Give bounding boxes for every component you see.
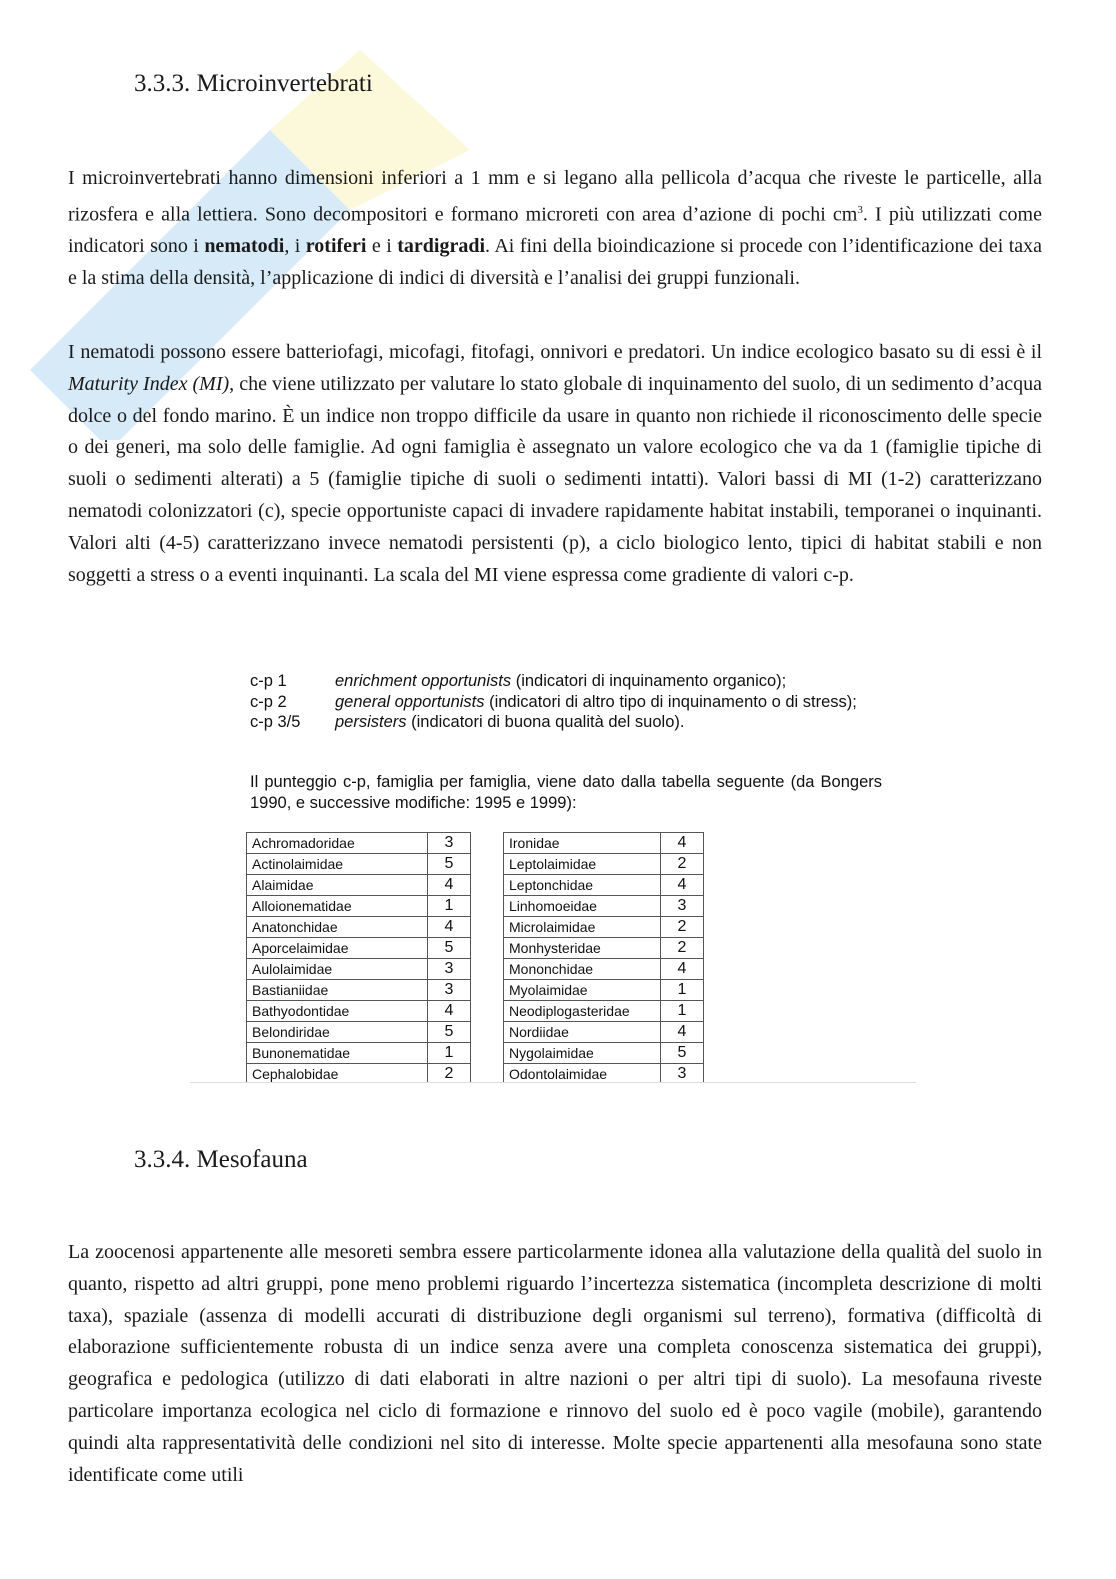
cp-value: 4 [661, 959, 704, 980]
table-row [247, 833, 471, 854]
cp-scale-figure [190, 665, 916, 1083]
cp-value: 5 [428, 938, 471, 959]
cp-table-left [246, 832, 471, 1083]
cp-value: 3 [428, 959, 471, 980]
family-name: Bathyodontidae [247, 1001, 428, 1022]
text-run: rotiferi [305, 235, 367, 258]
cp-key: c-p 2 [250, 692, 287, 711]
cp-term: enrichment opportunists [335, 672, 512, 690]
table-row [504, 938, 704, 959]
section-heading-microinvertebrati: 3.3.3. Microinvertebrati [134, 70, 373, 97]
family-name: Alaimidae [247, 875, 428, 896]
table-row [504, 1001, 704, 1022]
cp-term: persisters [335, 713, 407, 731]
table-row [504, 875, 704, 896]
table-row [504, 854, 704, 875]
family-name: Cephalobidae [247, 1064, 428, 1084]
paragraph-nematodi-maturity-index [68, 337, 1042, 591]
family-name: Nordiidae [504, 1022, 661, 1043]
text-run: I nematodi possono essere batteriofagi, micofagi, fitofagi, onnivori e predatori. Un indice ecologico basato su di essi è il [68, 341, 1042, 363]
text-run: . Ai fini della bioindicazione si procede con l’identificazione dei taxa e la stima della densità, l’applicazione di indici di diversità e l’analisi dei gruppi funzionali. [68, 235, 1043, 290]
cp-value: 1 [428, 896, 471, 917]
family-name: Belondiridae [247, 1022, 428, 1043]
family-name: Monhysteridae [504, 938, 661, 959]
cp-value: 1 [661, 1001, 704, 1022]
text-run: Maturity Index (MI) [68, 372, 230, 395]
family-name: Bunonematidae [247, 1043, 428, 1064]
cp-value: 3 [661, 896, 704, 917]
cp-value: 3 [428, 833, 471, 854]
cp-value: 2 [661, 917, 704, 938]
table-row [504, 896, 704, 917]
cp-desc: (indicatori di altro tipo di inquinamento o di stress); [484, 692, 857, 711]
cp-value: 4 [661, 1022, 704, 1043]
family-name: Linhomoeidae [504, 896, 661, 917]
cp-value: 2 [428, 1064, 471, 1084]
text-run: . I più utilizzati come indicatori sono i [68, 203, 1042, 258]
cp-value: 5 [428, 1022, 471, 1043]
family-name: Odontolaimidae [504, 1064, 661, 1084]
family-name: Achromadoridae [247, 833, 428, 854]
family-name: Bastianiidae [247, 980, 428, 1001]
cp-value: 4 [428, 875, 471, 896]
table-row [504, 1022, 704, 1043]
table-row [247, 1043, 471, 1064]
table-row [504, 959, 704, 980]
text-run: e i [366, 235, 398, 258]
family-name: Myolaimidae [504, 980, 661, 1001]
cp-value: 4 [661, 833, 704, 854]
family-name: Leptonchidae [504, 875, 661, 896]
cp-value: 1 [428, 1043, 471, 1064]
table-row [504, 917, 704, 938]
cp-value: 5 [428, 854, 471, 875]
cp-table-right [503, 832, 704, 1083]
table-row [504, 1064, 704, 1084]
table-row [504, 1043, 704, 1064]
cp-definitions [250, 671, 890, 733]
family-name: Leptolaimidae [504, 854, 661, 875]
table-row [247, 959, 471, 980]
cp-definition-row [250, 692, 890, 713]
family-name: Ironidae [504, 833, 661, 854]
family-name: Actinolaimidae [247, 854, 428, 875]
table-row [247, 896, 471, 917]
table-row [247, 854, 471, 875]
cp-value: 3 [661, 1064, 704, 1084]
table-row [504, 833, 704, 854]
section-heading-mesofauna: 3.3.4. Mesofauna [134, 1146, 308, 1173]
cp-key: c-p 3/5 [250, 713, 301, 731]
text-run: tardigradi [397, 235, 486, 258]
figure-intro-text: Il punteggio c-p, famiglia per famiglia, viene dato dalla tabella seguente (da Bongers 1990, e successive modifiche: 1995 e 1999): [250, 773, 882, 812]
cp-definition-row [250, 671, 890, 692]
family-name: Aporcelaimidae [247, 938, 428, 959]
paragraph-mesofauna: La zoocenosi appartenente alle mesoreti sembra essere particolarmente idonea alla valutazione della qualità del suolo in quanto, rispetto ad altri gruppi, pone meno problemi riguardo l’incertezza sistematica (incompleta descrizione di molti taxa), spaziale (assenza di modelli accurati di distribuzione degli organismi sul terreno), formativa (difficoltà di elaborazione sufficientemente robusta di un indice senza avere una completa conoscenza sistematica dei gruppi), geografica e pedologica (utilizzo di dati elaborati in altre nazioni o per altri tipi di suolo). La mesofauna riveste particolare importanza ecologica nel ciclo di formazione e rinnovo del suolo ed è poco vagile (mobile), garantendo quindi alta rappresentatività delle condizioni nel sito di interesse. Molte specie appartenenti alla mesofauna sono state identificate come utili [68, 1241, 1042, 1486]
cp-desc: (indicatori di buona qualità del suolo). [406, 713, 685, 731]
text-run: , che viene utilizzato per valutare lo stato globale di inquinamento del suolo, di un sedimento d’acqua dolce o del fondo marino. È un indice non troppo difficile da usare in quanto non richiede il riconoscimento delle specie o dei generi, ma solo delle famiglie. Ad ogni famiglia è assegnato un valore ecologico che va da 1 (famiglie tipiche di suoli o sedimenti alterati) a 5 (famiglie tipiche di suoli o sedimenti intatti). Valori bassi di MI (1-2) caratterizzano nematodi colonizzatori (c), specie opportuniste capaci di invadere rapidamente habitat instabili, temporanei o inquinanti. Valori alti (4-5) caratterizzano invece nematodi persistenti (p), a ciclo biologico lento, tipici di habitat stabili e non soggetti a stress o a eventi inquinanti. La scala del MI viene espressa come gradiente di valori c-p. [68, 372, 1042, 586]
text-run: , i [284, 235, 306, 258]
table-row [247, 1022, 471, 1043]
text-run: nematodi [204, 235, 285, 258]
table-row [504, 980, 704, 1001]
text-run: 3 [857, 203, 863, 216]
cp-definition-row [250, 712, 890, 733]
cp-term: general opportunists [335, 692, 485, 711]
family-name: Alloionematidae [247, 896, 428, 917]
cp-value: 3 [428, 980, 471, 1001]
family-name: Aulolaimidae [247, 959, 428, 980]
table-row [247, 938, 471, 959]
cp-value: 1 [661, 980, 704, 1001]
paragraph-microinvertebrati-intro [68, 163, 1042, 295]
table-row [247, 980, 471, 1001]
family-name: Nygolaimidae [504, 1043, 661, 1064]
cp-key: c-p 1 [250, 672, 287, 690]
table-row [247, 917, 471, 938]
family-name: Anatonchidae [247, 917, 428, 938]
family-name: Mononchidae [504, 959, 661, 980]
family-name: Neodiplogasteridae [504, 1001, 661, 1022]
cp-value: 4 [428, 1001, 471, 1022]
cp-value: 4 [661, 875, 704, 896]
table-row [247, 875, 471, 896]
family-name: Microlaimidae [504, 917, 661, 938]
text-run: I microinvertebrati hanno dimensioni inferiori a 1 mm e si legano alla pellicola d’acqua che riveste le particelle, alla rizosfera e alla lettiera. Sono decompositori e formano microreti con area d’azione di pochi cm [68, 167, 1042, 226]
cp-value: 2 [661, 854, 704, 875]
table-row [247, 1064, 471, 1084]
cp-value: 4 [428, 917, 471, 938]
cp-value: 2 [661, 938, 704, 959]
cp-desc: (indicatori di inquinamento organico); [511, 672, 787, 690]
table-row [247, 1001, 471, 1022]
cp-value: 5 [661, 1043, 704, 1064]
